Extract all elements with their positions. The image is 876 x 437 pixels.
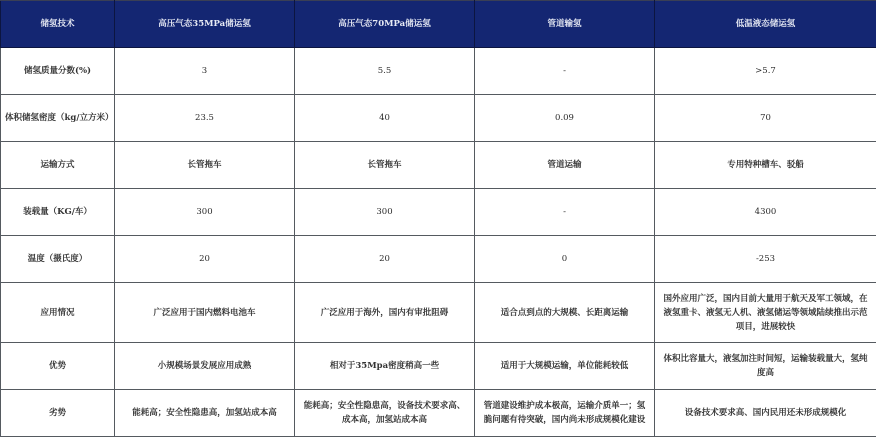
table-row-advantages <box>1 343 876 390</box>
header-pipeline: 管道输氢 <box>475 1 655 48</box>
row-label: 储氢质量分数(%) <box>1 48 115 95</box>
cell-liquid: 国外应用广泛，国内目前大量用于航天及军工领域，在液氢重卡、液氢无人机、液氢储运等领域陆续推出示范项目，进展较快 <box>655 283 876 343</box>
row-label: 温度（摄氏度） <box>1 236 115 283</box>
table-row-transport-method <box>1 142 876 189</box>
cell-pipeline: 适合点到点的大规模、长距离运输 <box>475 283 655 343</box>
cell-35mpa: 小规模场景发展应用成熟 <box>115 343 295 390</box>
cell-35mpa: 长管拖车 <box>115 142 295 189</box>
row-label: 体积储氢密度（kg/立方米） <box>1 95 115 142</box>
table-row-disadvantages <box>1 390 876 437</box>
cell-liquid: 设备技术要求高、国内民用还未形成规模化 <box>655 390 876 437</box>
cell-liquid: >5.7 <box>655 48 876 95</box>
cell-35mpa: 300 <box>115 189 295 236</box>
header-row <box>1 1 876 48</box>
header-liquid: 低温液态储运氢 <box>655 1 876 48</box>
cell-pipeline: 管道建设维护成本极高，运输介质单一；氢脆问题有待突破，国内尚未形成规模化建设 <box>475 390 655 437</box>
cell-35mpa: 20 <box>115 236 295 283</box>
cell-70mpa: 40 <box>295 95 475 142</box>
cell-70mpa: 能耗高；安全性隐患高，设备技术要求高、成本高，加氢站成本高 <box>295 390 475 437</box>
cell-liquid: 体积比容量大，液氢加注时间短，运输装载量大，氢纯度高 <box>655 343 876 390</box>
table-row-application <box>1 283 876 343</box>
cell-70mpa: 20 <box>295 236 475 283</box>
header-technology: 储氢技术 <box>1 1 115 48</box>
cell-70mpa: 300 <box>295 189 475 236</box>
cell-70mpa: 5.5 <box>295 48 475 95</box>
cell-pipeline: 0 <box>475 236 655 283</box>
table-row-temperature <box>1 236 876 283</box>
row-label: 装载量（KG/车） <box>1 189 115 236</box>
cell-pipeline: 管道运输 <box>475 142 655 189</box>
cell-35mpa: 23.5 <box>115 95 295 142</box>
cell-35mpa: 广泛应用于国内燃料电池车 <box>115 283 295 343</box>
cell-35mpa: 能耗高；安全性隐患高，加氢站成本高 <box>115 390 295 437</box>
cell-70mpa: 长管拖车 <box>295 142 475 189</box>
row-label: 运输方式 <box>1 142 115 189</box>
table-row-load-capacity <box>1 189 876 236</box>
cell-pipeline: 0.09 <box>475 95 655 142</box>
cell-liquid: 专用特种槽车、驳船 <box>655 142 876 189</box>
cell-70mpa: 广泛应用于海外，国内有审批阻碍 <box>295 283 475 343</box>
table-row-volume-density <box>1 95 876 142</box>
header-70mpa: 高压气态70MPa储运氢 <box>295 1 475 48</box>
row-label: 优势 <box>1 343 115 390</box>
cell-liquid: -253 <box>655 236 876 283</box>
row-label: 劣势 <box>1 390 115 437</box>
cell-pipeline: - <box>475 48 655 95</box>
cell-pipeline: 适用于大规模运输，单位能耗较低 <box>475 343 655 390</box>
cell-35mpa: 3 <box>115 48 295 95</box>
cell-70mpa: 相对于35Mpa密度稍高一些 <box>295 343 475 390</box>
cell-liquid: 70 <box>655 95 876 142</box>
table-row-mass-fraction <box>1 48 876 95</box>
cell-pipeline: - <box>475 189 655 236</box>
cell-liquid: 4300 <box>655 189 876 236</box>
header-35mpa: 高压气态35MPa储运氢 <box>115 1 295 48</box>
row-label: 应用情况 <box>1 283 115 343</box>
